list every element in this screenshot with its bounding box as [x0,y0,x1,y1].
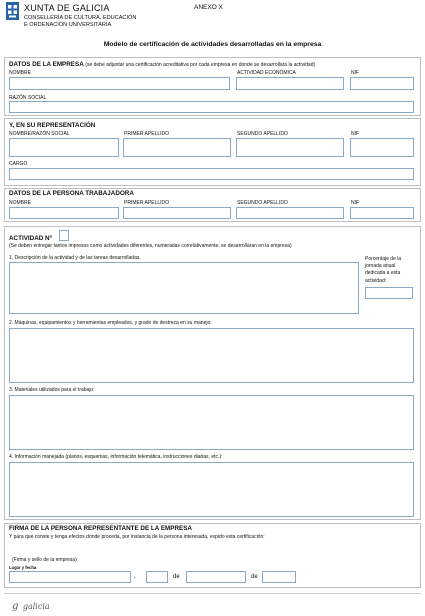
rep-position-field[interactable] [9,168,414,180]
month-field[interactable] [186,571,246,583]
place-comma: , [134,574,136,580]
company-nif-label: NIF [351,70,360,76]
place-date-label: Lugar y fecha [9,565,37,570]
rep-second-surname-field[interactable] [236,138,344,157]
rep-second-surname-label: SEGUNDO APELLIDO [237,131,288,137]
activity-number-field[interactable] [59,230,69,241]
signature-statement: Y para que conste y tenga efectos donde proceda, por instancia de la persona interesada, expido esta certificación: [9,534,265,540]
worker-name-field[interactable] [9,207,119,219]
xunta-logo [6,2,19,20]
xunta-shield-icon [6,2,19,20]
company-nif-field[interactable] [350,77,414,90]
rep-nif-field[interactable] [350,138,414,157]
worker-heading: DATOS DE LA PERSONA TRABAJADORA [9,190,134,197]
rep-first-surname-label: PRIMER APELLIDO [124,131,170,137]
business-name-field[interactable] [9,101,414,113]
company-name-field[interactable] [9,77,230,90]
company-name-label: NOMBRE [9,70,31,76]
signature-heading: FIRMA DE LA PERSONA REPRESENTANTE DE LA EMPRESA [9,525,192,532]
footer-divider [4,593,421,594]
page-title: Modelo de certificación de actividades desarrolladas en la empresa [103,41,322,48]
galicia-logo-mark-icon: 𝑔 [12,601,19,612]
worker-first-surname-label: PRIMER APELLIDO [124,200,170,206]
worker-name-label: NOMBRE [9,200,31,206]
activity-description-label: 1. Descripción de la actividad y de las tareas desarrolladas. [9,255,141,261]
equipment-field[interactable] [9,328,414,383]
worker-second-surname-label: SEGUNDO APELLIDO [237,200,288,206]
percentage-field[interactable] [365,287,413,299]
worker-nif-label: NIF [351,200,360,206]
company-heading-text: DATOS DE LA EMPRESA [9,61,84,68]
org-name: XUNTA DE GALICIA [24,3,110,13]
galicia-logo-text: galicia [22,602,50,611]
worker-nif-field[interactable] [350,207,414,219]
percentage-label-4: actividad: [365,278,387,284]
materials-label: 3. Materiales utilizados para el trabajo: [9,387,95,393]
business-name-label: RAZÓN SOCIAL [9,95,47,101]
rep-name-field[interactable] [9,138,119,157]
percentage-label-3: dedicada a esta [365,270,401,276]
org-subtitle-2: E ORDENACIÓN UNIVERSITARIA [24,22,112,28]
percentage-label-1: Porcentaje de la [365,256,402,262]
rep-first-surname-field[interactable] [123,138,231,157]
day-field[interactable] [146,571,168,583]
activity-note: (Se deben entregar tantos impresos como actividades diferentes, numeradas correlativamente, se desarrollaran en la empresa) [9,243,292,249]
percentage-label-2: jornada anual [365,263,396,269]
information-label: 4. Información manejada (planos, esquemas, información telemática, instrucciones diarias, etc.): [9,454,223,460]
org-subtitle-1: CONSELLERÍA DE CULTURA, EDUCACIÓN [24,15,137,21]
information-field[interactable] [9,462,414,517]
activity-description-field[interactable] [9,262,359,314]
signature-stamp-label: (Firma y sello de la empresa) [12,557,77,563]
de-label-2: de [251,574,258,580]
worker-first-surname-field[interactable] [123,207,231,219]
worker-second-surname-field[interactable] [236,207,344,219]
rep-name-label: NOMBRE/RAZÓN SOCIAL [9,131,70,137]
galicia-logo [12,596,50,614]
economic-activity-field[interactable] [236,77,344,90]
activity-heading: ACTIVIDAD Nº [9,235,52,242]
place-field[interactable] [9,571,131,583]
company-note: (se debe adjuntar una certificación acreditativa por cada empresa en donde se desarrollara la actividad) [85,62,316,68]
rep-nif-label: NIF [351,131,360,137]
rep-position-label: CARGO [9,161,28,167]
equipment-label: 2. Máquinas, equipamientos y herramientas empleados, y grado de destreza en su manejo: [9,320,212,326]
de-label-1: de [173,574,180,580]
year-field[interactable] [262,571,296,583]
materials-field[interactable] [9,395,414,450]
representative-heading: Y, EN SU REPRESENTACIÓN [9,122,96,129]
company-heading [9,61,315,69]
economic-activity-label: ACTIVIDAD ECONÓMICA [237,70,296,76]
annex-label: ANEXO X [194,4,223,11]
